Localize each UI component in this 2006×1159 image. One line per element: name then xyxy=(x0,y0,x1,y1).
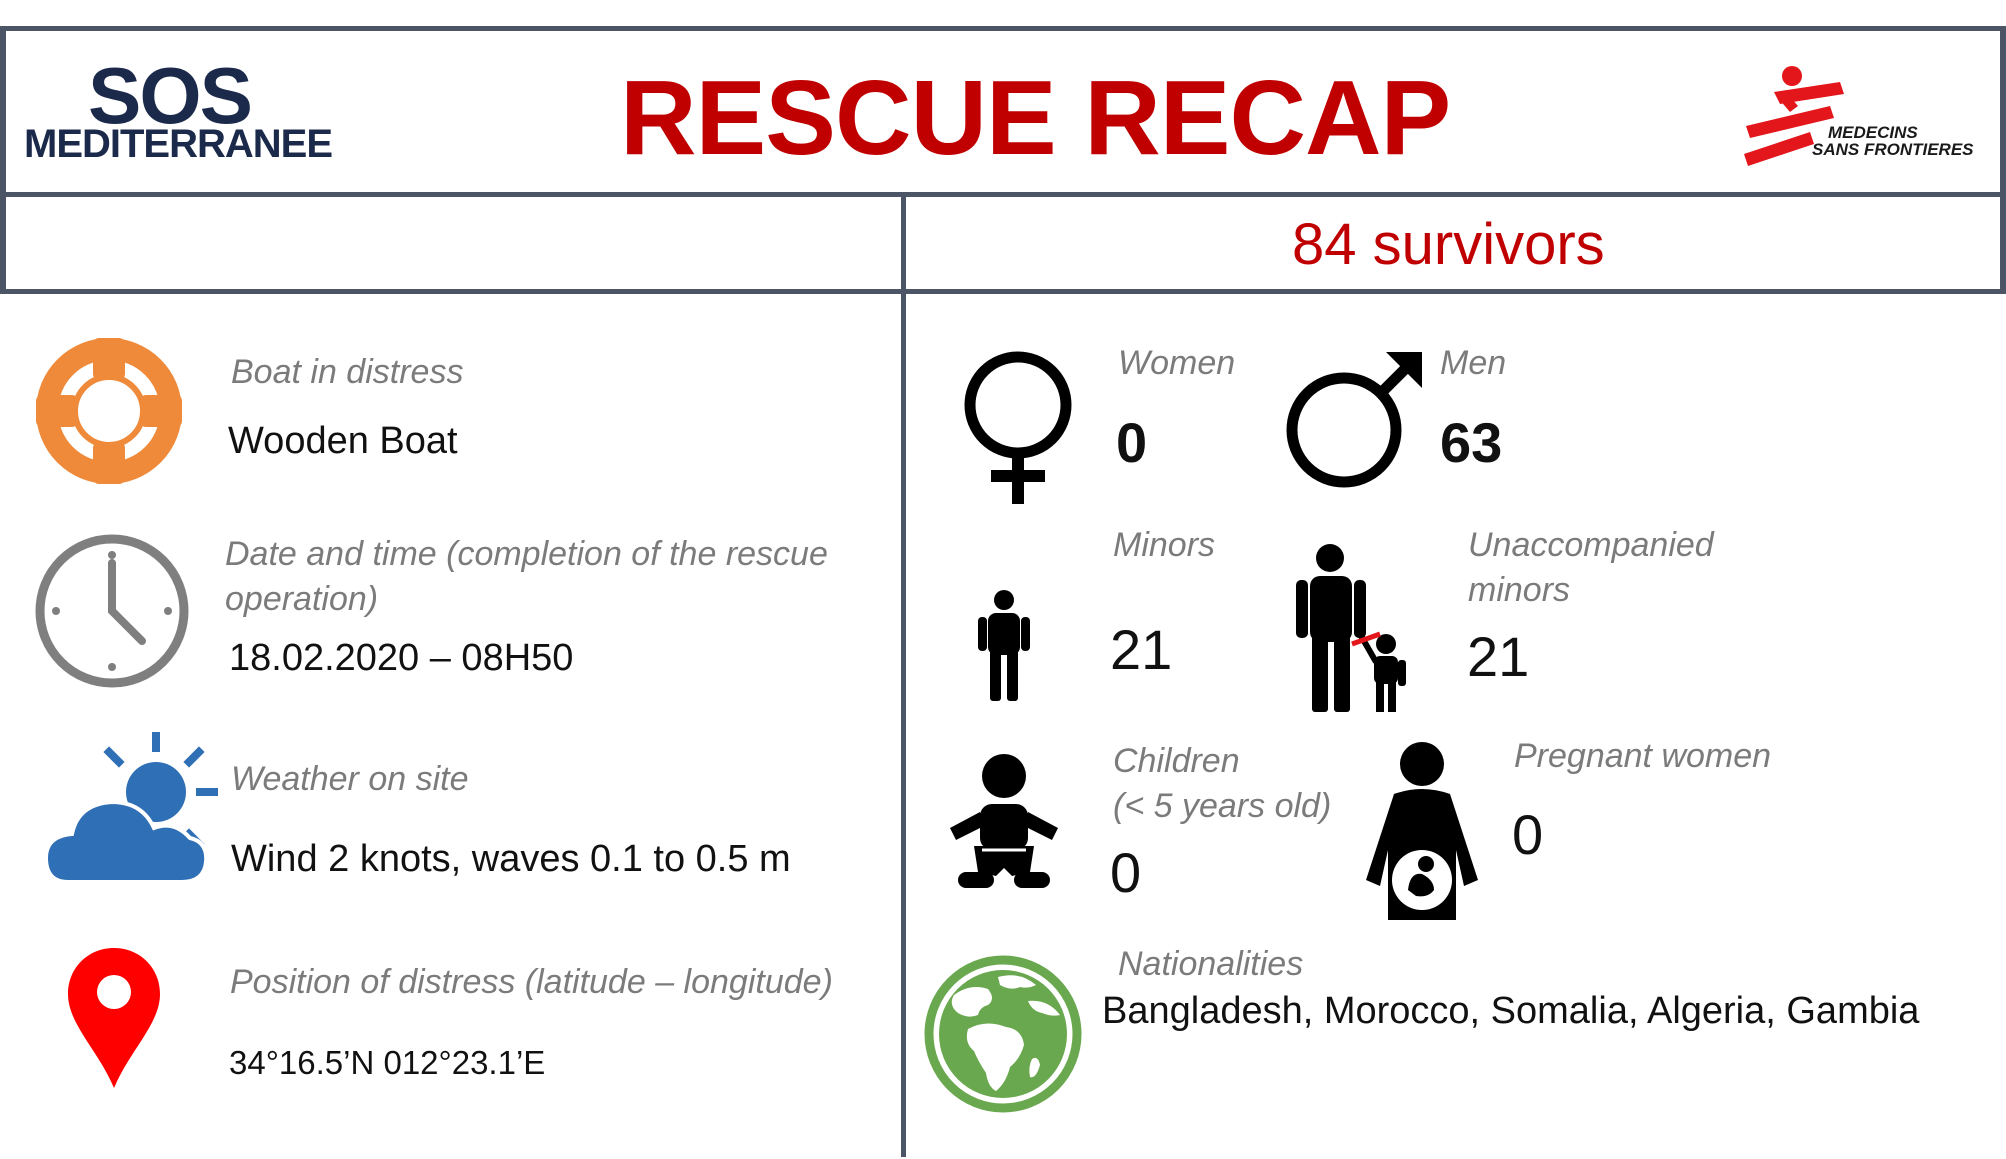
pregnant-woman-icon xyxy=(1352,740,1492,920)
datetime-label-line1: Date and time (completion of the rescue xyxy=(225,535,828,573)
women-label: Women xyxy=(1118,344,1236,382)
male-symbol-icon xyxy=(1286,348,1426,490)
nationalities-value: Bangladesh, Morocco, Somalia, Algeria, Gambia xyxy=(1102,990,1920,1032)
boat-label: Boat in distress xyxy=(231,353,464,391)
page-title: RESCUE RECAP xyxy=(620,59,1451,177)
unaccompanied-value: 21 xyxy=(1467,625,1530,688)
unaccompanied-label-line1: Unaccompanied xyxy=(1468,526,1714,564)
map-pin-icon xyxy=(68,948,160,1090)
weather-label: Weather on site xyxy=(231,760,469,798)
minors-value: 21 xyxy=(1110,618,1173,681)
header-left-border xyxy=(0,26,6,293)
weather-value: Wind 2 knots, waves 0.1 to 0.5 m xyxy=(231,838,791,880)
datetime-value: 18.02.2020 – 08H50 xyxy=(229,637,574,679)
adult-child-icon xyxy=(1290,544,1410,712)
msf-logo-line2: SANS FRONTIERES xyxy=(1812,140,1974,159)
pregnant-value: 0 xyxy=(1512,803,1544,866)
children-label-line2: (< 5 years old) xyxy=(1113,787,1332,825)
weather-icon xyxy=(46,732,222,886)
men-value: 63 xyxy=(1440,411,1503,474)
child-figure-icon xyxy=(976,589,1032,701)
summary-bottom-border xyxy=(0,289,2006,294)
header-right-border xyxy=(2000,26,2006,293)
women-value: 0 xyxy=(1116,411,1148,474)
unaccompanied-label-line2: minors xyxy=(1468,571,1571,609)
men-label: Men xyxy=(1440,344,1507,382)
position-value: 34°16.5’N 012°23.1’E xyxy=(229,1044,546,1081)
boat-value: Wooden Boat xyxy=(228,420,458,462)
clock-icon xyxy=(34,533,190,689)
sos-logo-line2: MEDITERRANEE xyxy=(24,122,333,166)
lifebuoy-icon xyxy=(36,338,182,484)
baby-icon xyxy=(946,754,1062,896)
position-label: Position of distress (latitude – longitude) xyxy=(230,963,833,1001)
children-value: 0 xyxy=(1110,841,1142,904)
minors-label: Minors xyxy=(1113,526,1216,564)
msf-logo-line1: MEDECINS xyxy=(1828,123,1918,142)
female-symbol-icon xyxy=(963,350,1073,506)
header-top-border xyxy=(0,26,2006,31)
pregnant-label: Pregnant women xyxy=(1514,737,1772,775)
sos-logo-line1: SOS xyxy=(88,51,251,140)
datetime-label-line2: operation) xyxy=(225,580,379,618)
children-label-line1: Children xyxy=(1113,742,1240,780)
nationalities-label: Nationalities xyxy=(1118,945,1304,983)
globe-icon xyxy=(924,955,1082,1113)
header-bottom-border xyxy=(0,192,2006,197)
column-divider xyxy=(901,192,906,1157)
survivors-count: 84 survivors xyxy=(1292,212,1605,277)
